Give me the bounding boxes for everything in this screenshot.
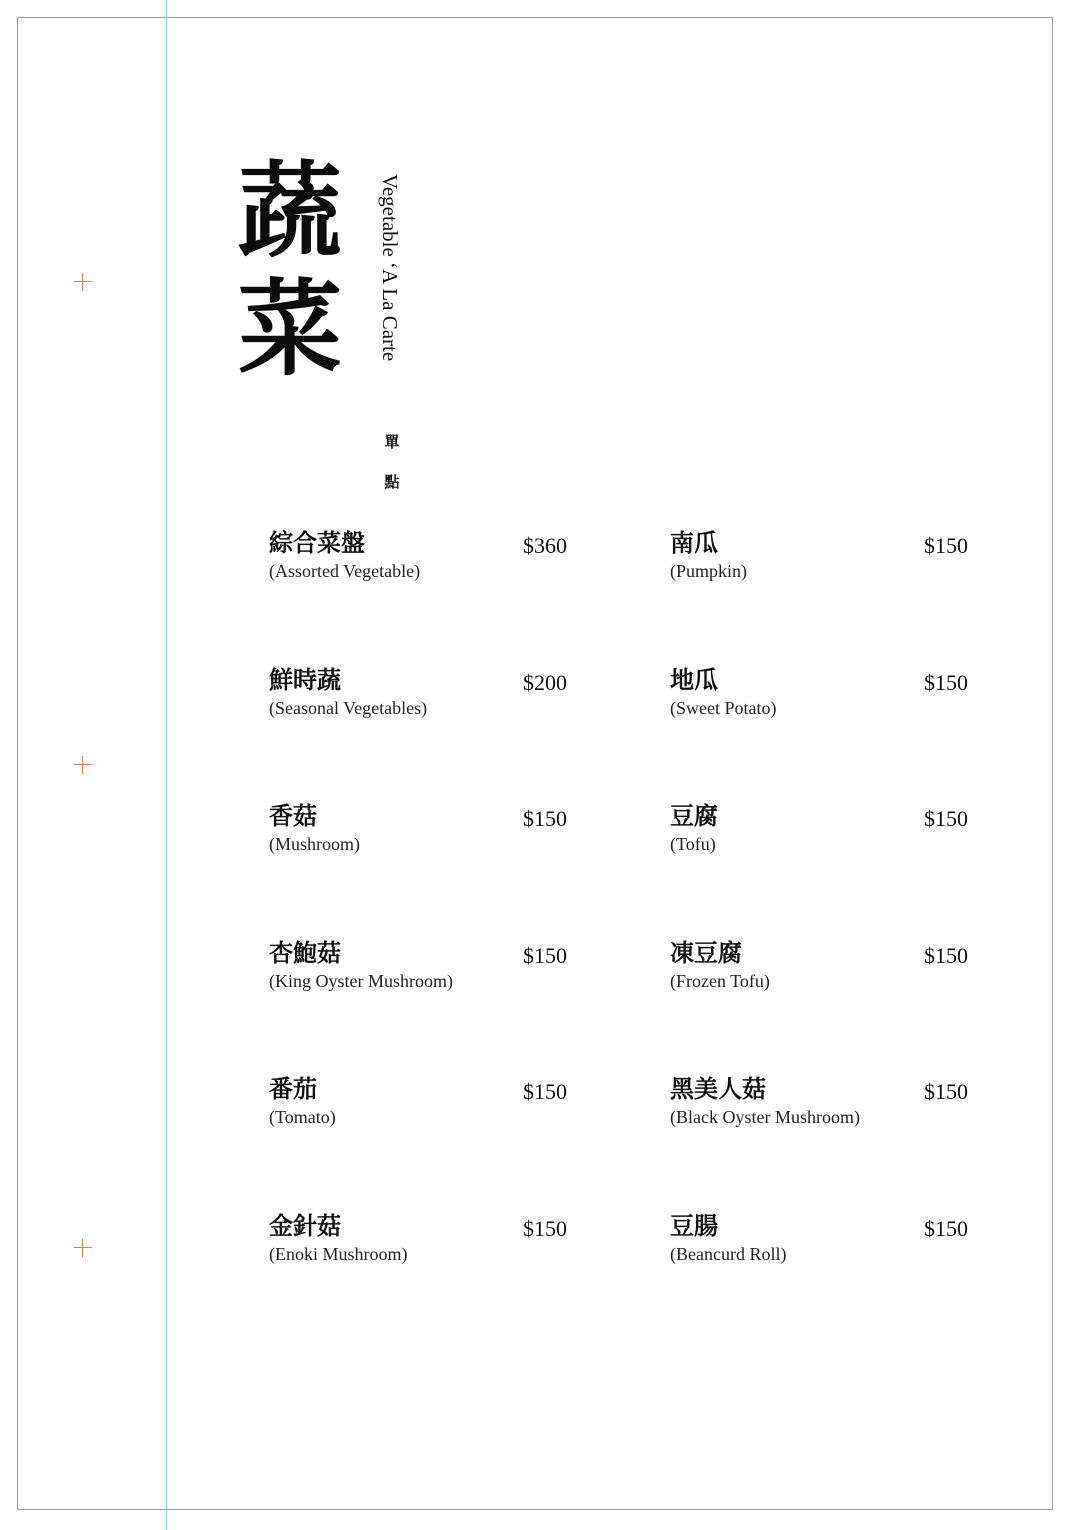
crop-mark-icon	[74, 1239, 92, 1257]
menu-item	[670, 526, 970, 663]
item-price: $360	[523, 533, 567, 558]
crop-mark-icon	[74, 756, 92, 774]
menu-item	[269, 663, 569, 800]
item-price: $150	[924, 533, 968, 558]
item-name-english: (Enoki Mushroom)	[269, 1243, 408, 1264]
menu-item	[670, 799, 970, 936]
item-price: $150	[924, 1079, 968, 1105]
item-price: $150	[924, 669, 968, 695]
menu-title-english: Vegetable ‘A La Carte	[378, 174, 402, 362]
item-name-english: (Mushroom)	[269, 834, 360, 855]
menu-item	[670, 936, 970, 1073]
menu-item	[269, 1072, 569, 1209]
item-name-chinese: 番茄	[269, 1074, 317, 1104]
item-price: $150	[523, 806, 567, 832]
item-name-chinese: 鮮時蔬	[269, 664, 341, 694]
item-name-chinese: 凍豆腐	[670, 937, 742, 967]
item-price: $150	[523, 1079, 567, 1105]
item-name-english: (Tomato)	[269, 1107, 336, 1128]
item-name-english: (King Oyster Mushroom)	[269, 970, 453, 991]
item-price: $150	[523, 942, 567, 968]
item-price: $150	[924, 942, 968, 968]
item-price: $150	[924, 1215, 968, 1241]
menu-item	[269, 936, 569, 1073]
item-name-chinese: 綜合菜盤	[269, 528, 365, 557]
item-name-english: (Beancurd Roll)	[670, 1243, 787, 1264]
guide-line	[166, 0, 167, 1530]
menu-column-right	[670, 526, 970, 1346]
menu-title-chinese: 蔬菜	[238, 149, 343, 390]
item-price: $200	[523, 669, 567, 695]
item-name-chinese: 豆腸	[670, 1210, 718, 1240]
menu-column-left	[269, 526, 569, 1346]
menu-item	[670, 1209, 970, 1346]
item-name-chinese: 南瓜	[670, 528, 718, 557]
item-name-english: (Seasonal Vegetables)	[269, 697, 428, 718]
item-name-chinese: 黑美人菇	[670, 1074, 766, 1104]
item-name-chinese: 杏鮑菇	[269, 937, 341, 967]
item-price: $150	[924, 806, 968, 832]
item-name-english: (Black Oyster Mushroom)	[670, 1107, 860, 1128]
item-name-english: (Sweet Potato)	[670, 697, 777, 718]
menu-item	[269, 526, 569, 663]
menu-subtitle: 單點	[384, 433, 400, 491]
item-name-english: (Frozen Tofu)	[670, 970, 770, 991]
item-name-chinese: 豆腐	[670, 801, 718, 831]
item-name-chinese: 金針菇	[269, 1210, 341, 1240]
item-name-english: (Pumpkin)	[670, 561, 748, 581]
item-name-english: (Assorted Vegetable)	[269, 561, 421, 581]
item-name-chinese: 香菇	[269, 801, 317, 831]
menu-item	[269, 799, 569, 936]
menu-item	[670, 663, 970, 800]
crop-mark-icon	[74, 273, 92, 291]
item-price: $150	[523, 1215, 567, 1241]
menu-item	[670, 1072, 970, 1209]
item-name-english: (Tofu)	[670, 834, 716, 855]
item-name-chinese: 地瓜	[670, 664, 718, 694]
menu-item	[269, 1209, 569, 1346]
menu-title-block	[238, 149, 402, 491]
